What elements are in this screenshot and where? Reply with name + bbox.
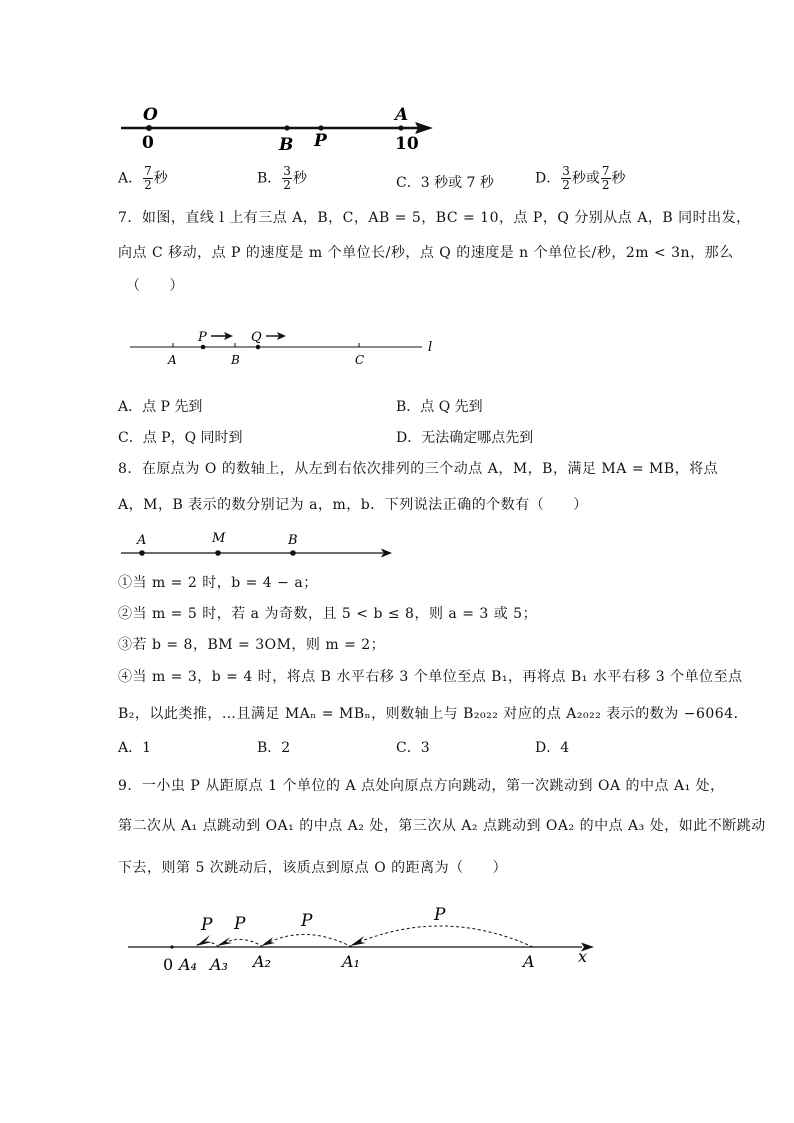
q7-option-c[interactable]: C．点 P，Q 同时到 <box>118 430 243 446</box>
q7-option-a[interactable]: A．点 P 先到 <box>118 399 203 415</box>
label-a4: A₄ <box>179 955 197 974</box>
unit: 秒 <box>153 170 168 187</box>
point-b <box>284 125 289 130</box>
q8-option-a[interactable]: A．1 <box>118 740 152 756</box>
option-text: 3 秒或 7 秒 <box>420 175 494 191</box>
point-origin <box>170 945 173 948</box>
label-o: O <box>143 105 158 125</box>
label-p: P <box>198 330 207 345</box>
q8-statement-4-line-2: B₂，以此类推，…且满足 MAₙ = MBₙ，则数轴上与 B₂₀₂₂ 对应的点 A₂₀₂₂ 表示的数为 −6064． <box>118 706 749 722</box>
label-ten: 10 <box>395 134 419 154</box>
label-p-1: P <box>434 905 446 925</box>
denominator: 2 <box>144 178 152 192</box>
q8-statement-3: ③若 b = 8，BM = 3OM，则 m = 2； <box>118 637 386 653</box>
label-a: A <box>523 952 535 971</box>
arrowhead-2 <box>261 937 275 946</box>
label-zero: 0 <box>142 133 154 153</box>
q8-statement-2: ②当 m = 5 时，若 a 为奇数，且 5 < b ≤ 8，则 a = 3 或 5； <box>118 606 538 622</box>
point-q <box>256 345 261 350</box>
point-p <box>318 125 323 130</box>
q9-figure <box>120 898 600 978</box>
label-a: A <box>395 105 409 125</box>
q9-stem-line-1: 9．一小虫 P 从距原点 1 个单位的 A 点处向原点方向跳动，第一次跳动到 OA 的中点 A₁ 处， <box>118 778 725 794</box>
number-line-figure-1 <box>115 100 445 156</box>
label-a2: A₂ <box>253 952 271 971</box>
label-p: P <box>314 131 327 151</box>
q8-option-c[interactable]: C．3 <box>396 740 430 756</box>
arrowhead-1 <box>350 936 366 946</box>
label-p-4: P <box>201 915 213 935</box>
numerator: 7 <box>601 164 610 178</box>
label-b: B <box>279 135 294 155</box>
q8-figure <box>115 528 400 562</box>
option-letter: C． <box>396 175 421 191</box>
denominator: 2 <box>562 178 570 192</box>
label-p-3: P <box>234 914 246 934</box>
q6-option-d[interactable] <box>535 165 626 192</box>
q8-option-d[interactable]: D．4 <box>535 740 570 756</box>
label-a: A <box>137 533 147 548</box>
q8-stem-line-1: 8．在原点为 O 的数轴上，从左到右依次排列的三个动点 A，M，B，满足 MA = MB，将点 <box>118 461 719 477</box>
label-m: M <box>212 531 226 546</box>
arrowhead-4 <box>196 935 212 946</box>
option-letter: A． <box>118 170 143 187</box>
label-a1: A₁ <box>342 952 360 971</box>
denominator: 2 <box>601 178 610 192</box>
fraction <box>282 165 292 192</box>
label-l: l <box>428 340 433 355</box>
numerator: 7 <box>144 164 152 178</box>
label-x: x <box>578 947 588 966</box>
numerator: 3 <box>562 164 570 178</box>
q9-stem-line-3: 下去，则第 5 次跳动后，该质点到原点 O 的距离为（ ） <box>118 860 508 876</box>
q9-stem-line-2: 第二次从 A₁ 点跳动到 OA₁ 的中点 A₂ 处，第三次从 A₂ 点跳动到 OA₂ 的中点 A₃ 处，如此不断跳动 <box>118 818 766 834</box>
unit: 秒 <box>611 170 626 187</box>
option-letter: B． <box>257 170 282 187</box>
point-b <box>290 550 296 556</box>
q8-statement-4-line-1: ④当 m = 3，b = 4 时，将点 B 水平右移 3 个单位至点 B₁，再将点 B₁ 水平右移 3 个单位至点 <box>118 669 743 685</box>
denominator: 2 <box>283 178 291 192</box>
label-p-2: P <box>301 911 313 931</box>
q7-stem-line-1: 7．如图，直线 l 上有三点 A，B，C，AB = 5，BC = 10，点 P，Q 分别从点 A，B 同时出发， <box>118 210 751 226</box>
q8-option-b[interactable]: B．2 <box>257 740 291 756</box>
point-a <box>139 550 145 556</box>
q7-option-b[interactable]: B．点 Q 先到 <box>396 399 483 415</box>
label-q: Q <box>251 330 262 345</box>
q6-option-b[interactable] <box>257 165 307 192</box>
q7-stem-line-2: 向点 C 移动，点 P 的速度是 m 个单位长/秒，点 Q 的速度是 n 个单位长/秒，2m < 3n，那么 <box>118 245 734 261</box>
label-a: A <box>168 353 177 367</box>
q7-figure <box>125 322 445 372</box>
fraction <box>561 165 571 192</box>
unit: 秒 <box>292 170 307 187</box>
point-p <box>201 345 206 350</box>
label-b: B <box>288 533 298 548</box>
jump-arc-1 <box>352 926 533 947</box>
option-letter: D． <box>535 170 561 187</box>
q8-statement-1: ①当 m = 2 时，b = 4 − a； <box>118 575 318 591</box>
numerator: 3 <box>283 164 291 178</box>
point-a <box>398 125 403 130</box>
label-zero: 0 <box>163 955 174 974</box>
q7-stem-line-3: （ ） <box>126 278 184 294</box>
label-a3: A₃ <box>210 955 228 974</box>
arrowhead-3 <box>217 937 232 946</box>
jump-arc-2 <box>263 934 352 947</box>
q6-option-c[interactable] <box>396 172 494 192</box>
q8-stem-line-2: A，M，B 表示的数分别记为 a，m，b．下列说法正确的个数有（ ） <box>118 497 588 513</box>
label-c: C <box>355 353 365 367</box>
q7-option-d[interactable]: D．无法确定哪点先到 <box>396 430 534 446</box>
q6-option-a[interactable] <box>118 165 168 192</box>
option-text: 秒或 <box>571 170 600 187</box>
fraction <box>143 165 153 192</box>
label-b: B <box>231 353 240 367</box>
fraction <box>601 165 611 192</box>
point-m <box>215 550 221 556</box>
point-o <box>146 125 152 131</box>
